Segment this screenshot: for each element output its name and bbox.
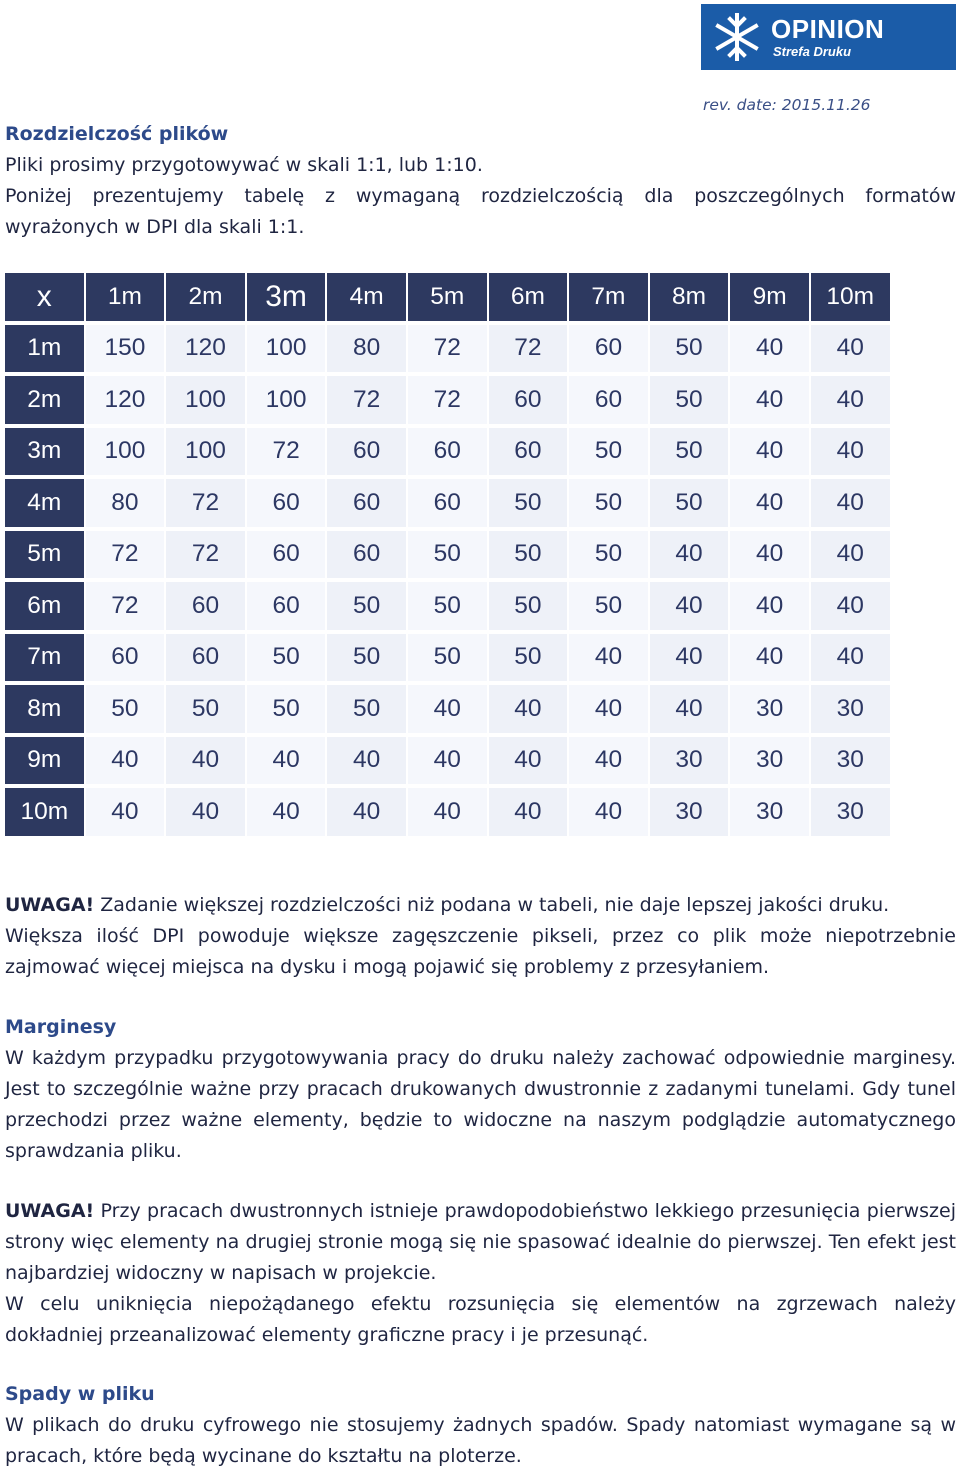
- section-heading-resolution: Rozdzielczość plików: [5, 123, 229, 145]
- table-cell: 40: [86, 737, 167, 787]
- table-cell: 50: [489, 634, 570, 684]
- warning-duplex: [5, 1196, 956, 1351]
- table-cell: 60: [166, 634, 247, 684]
- table-cell: 40: [730, 479, 811, 529]
- table-cell: 72: [327, 376, 408, 426]
- table-cell: 30: [730, 685, 811, 735]
- opinion-logo: [701, 4, 956, 70]
- table-cell: 40: [811, 582, 892, 632]
- section-heading-margins: Marginesy: [5, 1016, 117, 1038]
- table-cell: 40: [489, 685, 570, 735]
- warning-text: Zadanie większej rozdzielczości niż podana w tabeli, nie daje lepszej jakości druku.: [94, 894, 890, 916]
- table-cell: 50: [650, 428, 731, 478]
- table-cell: 60: [489, 428, 570, 478]
- warning-text-2: Większa ilość DPI powoduje większe zagęszczenie pikseli, przez co plik może niepotrzebnie zajmować więcej miejsca na dysku i mogą pojawić się problemy z przesyłaniem.: [5, 925, 956, 978]
- table-cell: 40: [730, 634, 811, 684]
- table-cell: 40: [730, 582, 811, 632]
- table-cell: 100: [166, 376, 247, 426]
- warning-label: UWAGA!: [5, 1200, 95, 1222]
- table-cell: 50: [327, 582, 408, 632]
- table-cell: 40: [247, 788, 328, 838]
- table-cell: 40: [166, 737, 247, 787]
- table-cell: 40: [569, 634, 650, 684]
- table-cell: 60: [327, 479, 408, 529]
- table-cell: 60: [408, 479, 489, 529]
- section-heading-bleeds: Spady w pliku: [5, 1383, 155, 1405]
- table-cell: 40: [327, 737, 408, 787]
- table-cell: 40: [811, 531, 892, 581]
- table-row: [5, 428, 892, 480]
- logo-subtitle: Strefa Druku: [773, 44, 852, 59]
- table-cell: 40: [650, 685, 731, 735]
- table-cell: 100: [166, 428, 247, 478]
- table-cell: 40: [811, 325, 892, 375]
- table-cell: 60: [86, 634, 167, 684]
- table-cell: 72: [86, 582, 167, 632]
- table-cell: 72: [86, 531, 167, 581]
- table-cell: 30: [730, 788, 811, 838]
- table-cell: 60: [247, 479, 328, 529]
- table-cell: 40: [569, 685, 650, 735]
- table-cell: 50: [166, 685, 247, 735]
- column-header-cell: 2m: [166, 273, 247, 323]
- table-cell: 40: [408, 788, 489, 838]
- table-cell: 50: [569, 479, 650, 529]
- table-cell: 40: [569, 737, 650, 787]
- table-row: [5, 788, 892, 840]
- row-header-cell: 5m: [5, 531, 86, 581]
- table-cell: 40: [86, 788, 167, 838]
- table-cell: 40: [247, 737, 328, 787]
- table-cell: 72: [166, 479, 247, 529]
- snowflake-icon: [709, 9, 765, 65]
- table-cell: 60: [247, 531, 328, 581]
- table-cell: 50: [569, 531, 650, 581]
- column-header-cell: 9m: [730, 273, 811, 323]
- table-cell: 30: [811, 685, 892, 735]
- table-row: [5, 531, 892, 583]
- table-cell: 50: [86, 685, 167, 735]
- table-cell: 40: [166, 788, 247, 838]
- table-row: [5, 325, 892, 377]
- table-cell: 40: [730, 531, 811, 581]
- table-cell: 72: [247, 428, 328, 478]
- table-row: [5, 479, 892, 531]
- table-cell: 30: [650, 737, 731, 787]
- table-row: [5, 634, 892, 686]
- table-cell: 60: [489, 376, 570, 426]
- table-cell: 30: [811, 788, 892, 838]
- warning-text-2: W celu uniknięcia niepożądanego efektu rozsunięcia się elementów na zgrzewach należy dokładniej przeanalizować elementy graficzne pracy i je przesunąć.: [5, 1293, 956, 1346]
- intro-line-2: Poniżej prezentujemy tabelę z wymaganą rozdzielczością dla poszczególnych formatów wyrażonych w DPI dla skali 1:1.: [5, 185, 956, 238]
- table-cell: 72: [166, 531, 247, 581]
- column-header-cell: 3m: [247, 273, 328, 323]
- table-cell: 72: [489, 325, 570, 375]
- table-row: [5, 582, 892, 634]
- table-cell: 50: [408, 582, 489, 632]
- row-header-cell: 9m: [5, 737, 86, 787]
- logo-name: OPINION: [771, 14, 885, 44]
- table-cell: 40: [811, 479, 892, 529]
- table-cell: 40: [569, 788, 650, 838]
- row-header-cell: 8m: [5, 685, 86, 735]
- table-cell: 40: [650, 634, 731, 684]
- row-header-cell: 10m: [5, 788, 86, 838]
- column-header-cell: 8m: [650, 273, 731, 323]
- dpi-table: [5, 273, 892, 840]
- table-cell: 50: [247, 685, 328, 735]
- table-cell: 60: [327, 428, 408, 478]
- table-cell: 72: [408, 376, 489, 426]
- row-header-cell: 1m: [5, 325, 86, 375]
- table-cell: 50: [408, 634, 489, 684]
- table-cell: 50: [569, 428, 650, 478]
- table-cell: 50: [327, 685, 408, 735]
- table-cell: 40: [408, 685, 489, 735]
- column-header-cell: 1m: [86, 273, 167, 323]
- warning-label: UWAGA!: [5, 894, 95, 916]
- table-cell: 120: [86, 376, 167, 426]
- table-cell: 40: [327, 788, 408, 838]
- row-header-cell: 7m: [5, 634, 86, 684]
- table-cell: 40: [408, 737, 489, 787]
- table-cell: 40: [650, 582, 731, 632]
- table-cell: 40: [489, 737, 570, 787]
- table-cell: 40: [811, 634, 892, 684]
- table-cell: 72: [408, 325, 489, 375]
- table-cell: 50: [489, 479, 570, 529]
- table-cell: 50: [327, 634, 408, 684]
- table-cell: 80: [86, 479, 167, 529]
- table-cell: 50: [650, 325, 731, 375]
- table-cell: 50: [489, 582, 570, 632]
- revision-date: rev. date: 2015.11.26: [703, 96, 871, 114]
- table-cell: 50: [569, 582, 650, 632]
- column-header-cell: 6m: [489, 273, 570, 323]
- bleeds-text: W plikach do druku cyfrowego nie stosujemy żadnych spadów. Spady natomiast wymagane są w pracach, które będą wycinane do kształtu na ploterze.: [5, 1414, 956, 1467]
- table-cell: 40: [730, 376, 811, 426]
- table-cell: 80: [327, 325, 408, 375]
- table-cell: 30: [730, 737, 811, 787]
- intro-section: [5, 119, 956, 243]
- table-corner-cell: x: [5, 273, 86, 323]
- table-row: [5, 376, 892, 428]
- bleeds-section: [5, 1379, 956, 1472]
- table-cell: 30: [811, 737, 892, 787]
- table-cell: 100: [86, 428, 167, 478]
- row-header-cell: 6m: [5, 582, 86, 632]
- table-cell: 60: [569, 325, 650, 375]
- row-header-cell: 4m: [5, 479, 86, 529]
- column-header-cell: 7m: [569, 273, 650, 323]
- table-row: [5, 685, 892, 737]
- column-header-cell: 4m: [327, 273, 408, 323]
- table-cell: 40: [650, 531, 731, 581]
- table-cell: 40: [730, 325, 811, 375]
- table-cell: 40: [730, 428, 811, 478]
- margins-text: W każdym przypadku przygotowywania pracy do druku należy zachować odpowiednie marginesy. Jest to szczególnie ważne przy pracach drukowanych dwustronnie z zadanymi tunelami. Gdy tunel przechodzi przez ważne elementy, będzie to widoczne na naszym podglądzie automatycznego sprawdzania pliku.: [5, 1047, 956, 1162]
- table-cell: 50: [247, 634, 328, 684]
- table-cell: 60: [247, 582, 328, 632]
- table-cell: 60: [166, 582, 247, 632]
- intro-line-1: Pliki prosimy przygotowywać w skali 1:1, lub 1:10.: [5, 154, 483, 176]
- table-cell: 30: [650, 788, 731, 838]
- table-cell: 50: [489, 531, 570, 581]
- table-header-row: [5, 273, 892, 325]
- warning-text: Przy pracach dwustronnych istnieje prawdopodobieństwo lekkiego przesunięcia pierwszej strony więc elementy na drugiej stronie mogą się nie spasować idealnie do pierwszej. Ten efekt jest najbardziej widoczny w napisach w projekcie.: [5, 1200, 956, 1284]
- table-cell: 50: [650, 479, 731, 529]
- table-cell: 40: [811, 376, 892, 426]
- table-cell: 60: [408, 428, 489, 478]
- row-header-cell: 2m: [5, 376, 86, 426]
- table-cell: 100: [247, 376, 328, 426]
- table-cell: 150: [86, 325, 167, 375]
- table-cell: 50: [650, 376, 731, 426]
- row-header-cell: 3m: [5, 428, 86, 478]
- margins-section: [5, 1012, 956, 1167]
- table-cell: 40: [811, 428, 892, 478]
- table-cell: 50: [408, 531, 489, 581]
- table-cell: 100: [247, 325, 328, 375]
- column-header-cell: 5m: [408, 273, 489, 323]
- warning-resolution: [5, 890, 956, 983]
- table-cell: 60: [327, 531, 408, 581]
- table-cell: 40: [489, 788, 570, 838]
- table-cell: 60: [569, 376, 650, 426]
- table-row: [5, 737, 892, 789]
- column-header-cell: 10m: [811, 273, 892, 323]
- table-cell: 120: [166, 325, 247, 375]
